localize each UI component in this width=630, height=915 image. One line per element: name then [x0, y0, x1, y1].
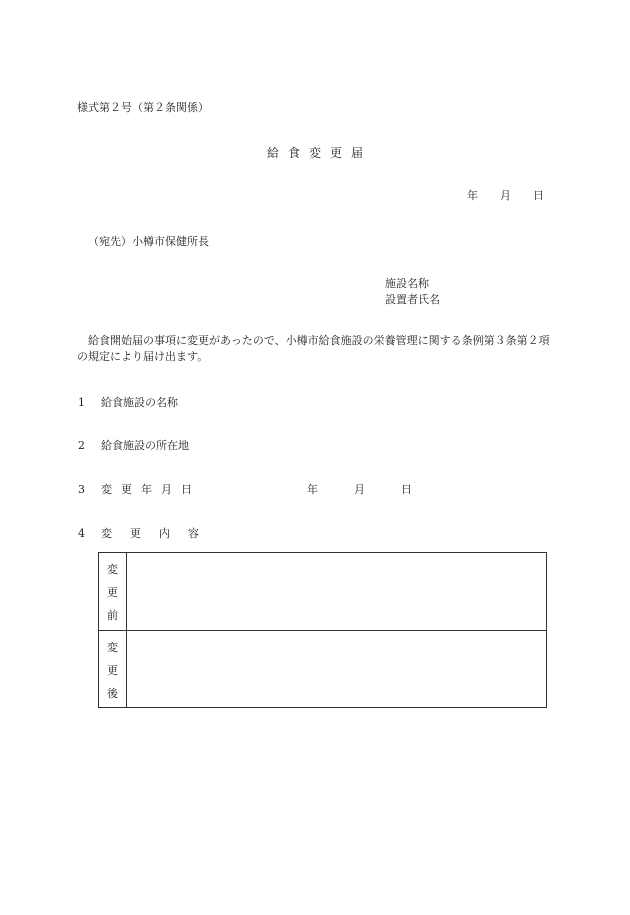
form-id: 様式第２号（第２条関係）: [77, 101, 209, 114]
change-year: 年: [307, 483, 318, 496]
item-facility-address: [78, 437, 189, 453]
before-change-row: [99, 553, 546, 631]
item-label: 給食施設の所在地: [101, 439, 189, 452]
item-label: [101, 527, 217, 540]
item-change-date: [78, 481, 201, 497]
addressee: （宛先）小樽市保健所長: [88, 235, 209, 248]
title-char: 更: [330, 146, 352, 160]
installer-name-label: 設置者氏名: [385, 293, 440, 306]
date-day: 日: [533, 189, 544, 202]
title-char: 届: [351, 146, 364, 160]
change-month: 月: [354, 483, 365, 496]
item-label: [101, 483, 201, 496]
label-char: 更: [121, 483, 132, 496]
after-change-row: [99, 631, 546, 708]
label-char: 変: [101, 527, 112, 540]
item-facility-name: [78, 394, 178, 410]
label-char: 内: [159, 527, 170, 540]
title-char: 変: [308, 146, 330, 160]
label-char: 更: [130, 527, 141, 540]
item-change-content: [78, 525, 217, 541]
label-char: 容: [188, 527, 199, 540]
label-char: 更: [107, 663, 118, 677]
item-label: 給食施設の名称: [101, 396, 178, 409]
change-date-fields: [307, 481, 412, 497]
date-year: 年: [467, 189, 478, 202]
after-change-label: [99, 631, 127, 708]
change-content-table: [98, 552, 547, 708]
label-char: 変: [101, 483, 112, 496]
facility-name-label: 施設名称: [385, 277, 429, 290]
label-char: 変: [107, 562, 118, 576]
item-number: 1: [78, 396, 85, 409]
document-title: [0, 144, 630, 161]
item-number: 2: [78, 439, 85, 452]
before-change-field[interactable]: [128, 553, 546, 630]
title-char: 食: [287, 146, 309, 160]
item-number: 4: [78, 527, 85, 540]
label-char: 前: [107, 608, 118, 622]
after-change-field[interactable]: [128, 631, 546, 708]
change-day: 日: [401, 483, 412, 496]
submission-date: [467, 187, 544, 203]
item-number: 3: [78, 483, 85, 496]
label-char: 更: [107, 585, 118, 599]
body-text: 給食開始届の事項に変更があったので、小樽市給食施設の栄養管理に関する条例第３条第２項の規定により届け出ます。: [77, 334, 550, 363]
date-month: 月: [500, 189, 511, 202]
before-change-label: [99, 553, 127, 630]
label-char: 変: [107, 640, 118, 654]
label-char: 月: [161, 483, 172, 496]
label-char: 年: [141, 483, 152, 496]
label-char: 後: [107, 686, 118, 700]
label-char: 日: [181, 483, 192, 496]
title-char: 給: [266, 146, 288, 160]
